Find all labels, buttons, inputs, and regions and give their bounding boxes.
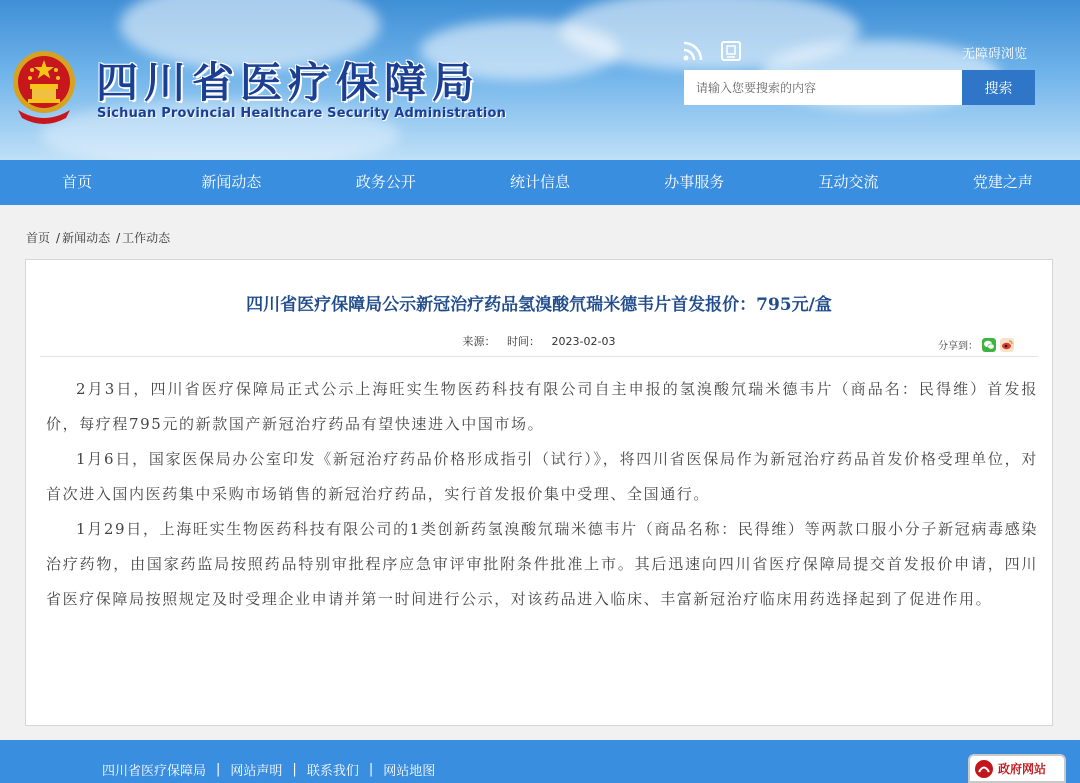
article-panel (25, 259, 1053, 726)
nav-item-services[interactable]: 办事服务 (664, 173, 725, 191)
site-title: 四川省医疗保障局 (96, 58, 481, 107)
meta-divider (40, 356, 1038, 357)
accessible-browse-link[interactable]: 无障碍浏览 (962, 47, 1028, 62)
weibo-share-icon[interactable] (1000, 338, 1014, 352)
footer-separator: | (292, 762, 297, 777)
site-subtitle: Sichuan Provincial Healthcare Security Administration (97, 106, 507, 121)
source-label: 来源： (462, 335, 496, 348)
article-paragraph: 1月6日，国家医保局办公室印发《新冠治疗药品价格形成指引（试行）》，将四川省医保局作为新冠治疗药品首发价格受理单位，对首次进入国内医药集中采购市场销售的新冠治疗药品，实行首发报价集中受理、全国通行。 (46, 450, 1038, 503)
gov-badge-label: 政府网站 (998, 762, 1047, 776)
top-icon-group (682, 40, 742, 62)
share-bar (938, 337, 1014, 352)
main-nav (0, 160, 1080, 205)
search-button[interactable]: 搜索 (962, 70, 1035, 105)
breadcrumb-work-updates[interactable]: 工作动态 (122, 231, 171, 245)
mobile-icon[interactable] (720, 40, 742, 62)
article-title: 四川省医疗保障局公示新冠治疗药品氢溴酸氘瑞米德韦片首发报价：795元/盒 (246, 295, 832, 315)
gov-badge-icon (974, 759, 994, 779)
footer-link-statement[interactable]: 网站声明 (230, 764, 283, 779)
article-body (46, 372, 1038, 617)
share-label: 分享到： (938, 341, 978, 352)
nav-item-news[interactable]: 新闻动态 (201, 173, 262, 191)
search-input[interactable] (684, 70, 962, 105)
national-emblem-icon (8, 48, 80, 126)
breadcrumb (26, 229, 172, 246)
footer (0, 740, 1080, 783)
footer-link-sitemap[interactable]: 网站地图 (383, 764, 436, 779)
nav-item-interaction[interactable]: 互动交流 (818, 173, 879, 191)
nav-item-home[interactable]: 首页 (62, 173, 93, 191)
time-label: 时间： (507, 335, 541, 348)
article-meta (26, 333, 1052, 349)
footer-separator: | (216, 762, 221, 777)
footer-link-bureau[interactable]: 四川省医疗保障局 (102, 764, 207, 779)
breadcrumb-home[interactable]: 首页 (26, 231, 51, 245)
article-date: 2023-02-03 (551, 335, 616, 348)
article-paragraph: 2月3日，四川省医疗保障局正式公示上海旺实生物医药科技有限公司自主申报的氢溴酸氘瑞米德韦片（商品名：民得维）首发报价，每疗程795元的新款国产新冠治疗药品有望快速进入中国市场。 (46, 380, 1038, 433)
article-paragraph: 1月29日，上海旺实生物医药科技有限公司的1类创新药氢溴酸氘瑞米德韦片（商品名称：民得维）等两款口服小分子新冠病毒感染治疗药物，由国家药监局按照药品特别审批程序应急审评审批附条件批准上市。其后迅速向四川省医疗保障局提交首发报价申请，四川省医疗保障局按照规定及时受理企业申请并第一时间进行公示，对该药品进入临床、丰富新冠治疗临床用药选择起到了促进作用。 (46, 520, 1038, 608)
breadcrumb-separator: / (56, 231, 61, 245)
breadcrumb-news[interactable]: 新闻动态 (62, 231, 111, 245)
footer-link-contact[interactable]: 联系我们 (306, 764, 359, 779)
breadcrumb-separator: / (116, 231, 121, 245)
footer-separator: | (368, 762, 374, 777)
nav-item-statistics[interactable]: 统计信息 (509, 173, 570, 191)
rss-icon[interactable] (682, 40, 704, 62)
gov-website-badge[interactable] (968, 754, 1066, 783)
wechat-share-icon[interactable] (982, 338, 996, 352)
nav-item-party-building[interactable]: 党建之声 (972, 173, 1033, 191)
nav-item-government-affairs[interactable]: 政务公开 (355, 173, 416, 191)
footer-links (102, 760, 435, 779)
